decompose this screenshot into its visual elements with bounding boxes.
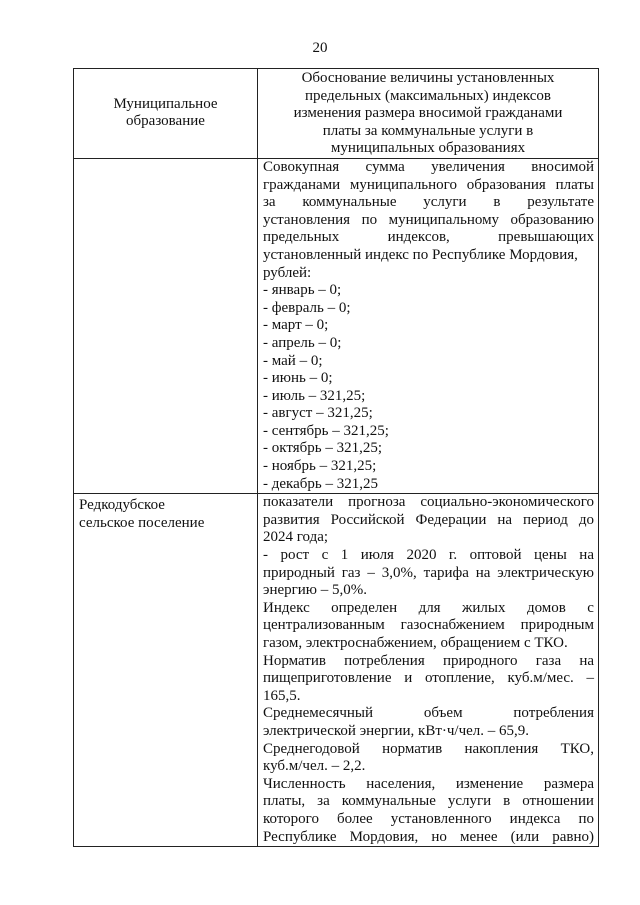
word: Мордовия, — [349, 828, 419, 845]
text-line — [263, 494, 594, 512]
justification-cell — [258, 494, 599, 847]
word: муниципальному — [388, 211, 500, 228]
word: тарифа — [423, 564, 469, 581]
text-line — [263, 229, 594, 247]
word: на — [475, 564, 491, 581]
word: более — [336, 810, 373, 827]
word: цены — [534, 547, 567, 564]
word: до — [578, 511, 594, 528]
word: природного — [442, 652, 518, 669]
text-line — [263, 159, 594, 177]
word: газа — [535, 652, 562, 669]
municipality-cell — [74, 494, 258, 847]
word: гражданами — [263, 176, 341, 193]
word: прогноза — [348, 494, 406, 511]
month-item: - апрель – 0; — [263, 334, 342, 351]
text-line — [263, 194, 594, 212]
word: жилых — [462, 599, 506, 616]
text-line — [263, 776, 594, 794]
word: платы — [555, 176, 594, 193]
word: в — [503, 793, 511, 810]
word: предельных — [263, 229, 340, 246]
word: менее — [460, 828, 498, 845]
word: отопление, — [424, 670, 495, 687]
word: образования — [466, 176, 546, 193]
word: индекса — [509, 810, 561, 827]
word: установленного — [390, 810, 492, 827]
word: населения, — [366, 775, 436, 792]
word: норматив — [382, 740, 443, 757]
text-line: куб.м/чел. – 2,2. — [263, 758, 366, 775]
word: по — [361, 211, 378, 228]
word: рост — [280, 547, 310, 564]
month-item: - июнь – 0; — [263, 370, 333, 387]
month-item: - сентябрь – 321,25; — [263, 422, 389, 439]
text-line — [263, 600, 594, 618]
intro-text — [263, 159, 594, 247]
word: 2020 — [406, 547, 437, 564]
word: с — [321, 547, 329, 564]
text-line — [263, 512, 594, 530]
word: природный — [263, 564, 335, 581]
month-item: - июль – 321,25; — [263, 387, 366, 404]
word: сумма — [365, 158, 405, 175]
header-line: предельных (максимальных) индексов — [305, 87, 551, 104]
word: показатели — [263, 494, 334, 511]
word: потребления — [513, 705, 594, 722]
word: - — [263, 547, 268, 564]
word: размера — [543, 775, 594, 792]
word: социально-экономического — [420, 494, 594, 511]
word: результате — [527, 194, 594, 211]
word: на — [579, 652, 594, 669]
word: услуги — [447, 793, 492, 810]
word: вносимой — [531, 158, 594, 175]
page-number: 20 — [312, 40, 328, 56]
text-line: электрической энергии, кВт·ч/чел. – 65,9. — [263, 722, 530, 739]
word: оптовой — [469, 547, 522, 564]
word: в — [493, 194, 501, 211]
text-line — [263, 811, 594, 829]
month-item: - ноябрь – 321,25; — [263, 458, 377, 475]
word: потребления — [344, 652, 425, 669]
text-line — [263, 741, 594, 759]
word: Индекс — [263, 599, 310, 616]
word: услуги — [423, 194, 467, 211]
word: определен — [331, 599, 398, 616]
word: на — [579, 547, 594, 564]
word: Российской — [330, 511, 405, 528]
text-line: установленный индекс по Республике Мордовия, — [263, 246, 578, 263]
text-line: газом, электроснабжением, обращением с ТКО. — [263, 635, 568, 651]
month-item: - август – 321,25; — [263, 405, 373, 422]
text-line — [263, 670, 594, 688]
word: объем — [423, 705, 463, 722]
header-line: Обоснование величины установленных — [301, 70, 555, 86]
month-item: - январь – 0; — [263, 282, 342, 299]
justification-text — [263, 494, 594, 846]
word: для — [418, 599, 441, 616]
month-item: - май – 0; — [263, 352, 323, 369]
text-line — [263, 793, 594, 811]
word: накопления — [464, 740, 539, 757]
word: изменение — [455, 775, 524, 792]
text-line — [263, 177, 594, 195]
word: пищеприготовление — [263, 670, 392, 687]
word: но — [431, 828, 447, 845]
header-line: платы за коммунальные услуги в — [322, 122, 534, 139]
justification-cell — [258, 158, 599, 493]
word: коммунальные — [341, 793, 436, 810]
word: домов — [526, 599, 566, 616]
word: на — [497, 511, 513, 528]
municipality-name: сельское поселение — [79, 514, 205, 531]
text-line: рублей: — [263, 264, 312, 281]
text-line: энергию – 5,0%. — [263, 582, 368, 599]
header-municipality-text: Муниципальное образование — [113, 95, 218, 130]
word: за — [317, 793, 330, 810]
word: по — [578, 810, 594, 827]
word: ТКО, — [560, 740, 594, 757]
table-row — [74, 494, 599, 847]
header-line: муниципальных образованиях — [330, 140, 526, 157]
word: за — [263, 194, 276, 211]
word: индексов, — [387, 229, 450, 246]
word: – — [367, 564, 375, 581]
word: муниципального — [349, 176, 457, 193]
word: и — [404, 670, 413, 687]
word: с — [587, 599, 594, 616]
word: отношении — [522, 793, 594, 810]
word: Норматив — [263, 652, 326, 669]
month-item: - февраль – 0; — [263, 299, 351, 316]
word: коммунальные — [302, 194, 397, 211]
word: централизованным — [263, 617, 385, 634]
text-line — [263, 705, 594, 723]
municipality-name: Редкодубское — [79, 497, 165, 514]
word: период — [522, 511, 568, 528]
month-item: - март – 0; — [263, 317, 329, 334]
word: июля — [360, 547, 394, 564]
word: 1 — [340, 547, 349, 564]
word: газоснабжением — [400, 617, 505, 634]
word: электрическую — [497, 564, 594, 581]
word: Численность — [263, 775, 346, 792]
word: куб.м/мес. — [507, 670, 574, 687]
text-line: 165,5. — [263, 687, 301, 704]
text-line — [263, 565, 594, 583]
word: – — [586, 670, 594, 687]
indices-table — [73, 68, 599, 847]
word: 3,0%, — [381, 564, 417, 581]
word: г. — [448, 547, 458, 564]
word: которого — [263, 810, 319, 827]
word: Среднемесячный — [263, 705, 374, 722]
word: установления — [263, 211, 351, 228]
word: Федерации — [415, 511, 487, 528]
word: газ — [341, 564, 361, 581]
word: равно) — [552, 828, 594, 845]
word: природным — [520, 617, 594, 634]
text-line — [263, 617, 594, 635]
text-line: 2024 года; — [263, 529, 329, 546]
header-justification — [258, 69, 599, 159]
text-line — [263, 653, 594, 671]
header-line: изменения размера вносимой гражданами — [293, 105, 563, 122]
word: (или — [510, 828, 540, 845]
table-header-row — [74, 69, 599, 159]
word: увеличения — [431, 158, 505, 175]
word: развития — [263, 511, 320, 528]
table-row — [74, 158, 599, 493]
text-line — [263, 829, 594, 847]
text-line — [263, 547, 594, 565]
municipality-cell — [74, 158, 258, 493]
word: превышающих — [498, 229, 594, 246]
header-municipality — [74, 69, 258, 159]
word: Среднегодовой — [263, 740, 360, 757]
month-item: - октябрь – 321,25; — [263, 440, 382, 457]
text-line — [263, 212, 594, 230]
word: платы, — [263, 793, 306, 810]
word: образованию — [510, 211, 594, 228]
month-item: - декабрь – 321,25 — [263, 475, 378, 492]
word: Совокупная — [263, 158, 340, 175]
word: Республике — [263, 828, 337, 845]
